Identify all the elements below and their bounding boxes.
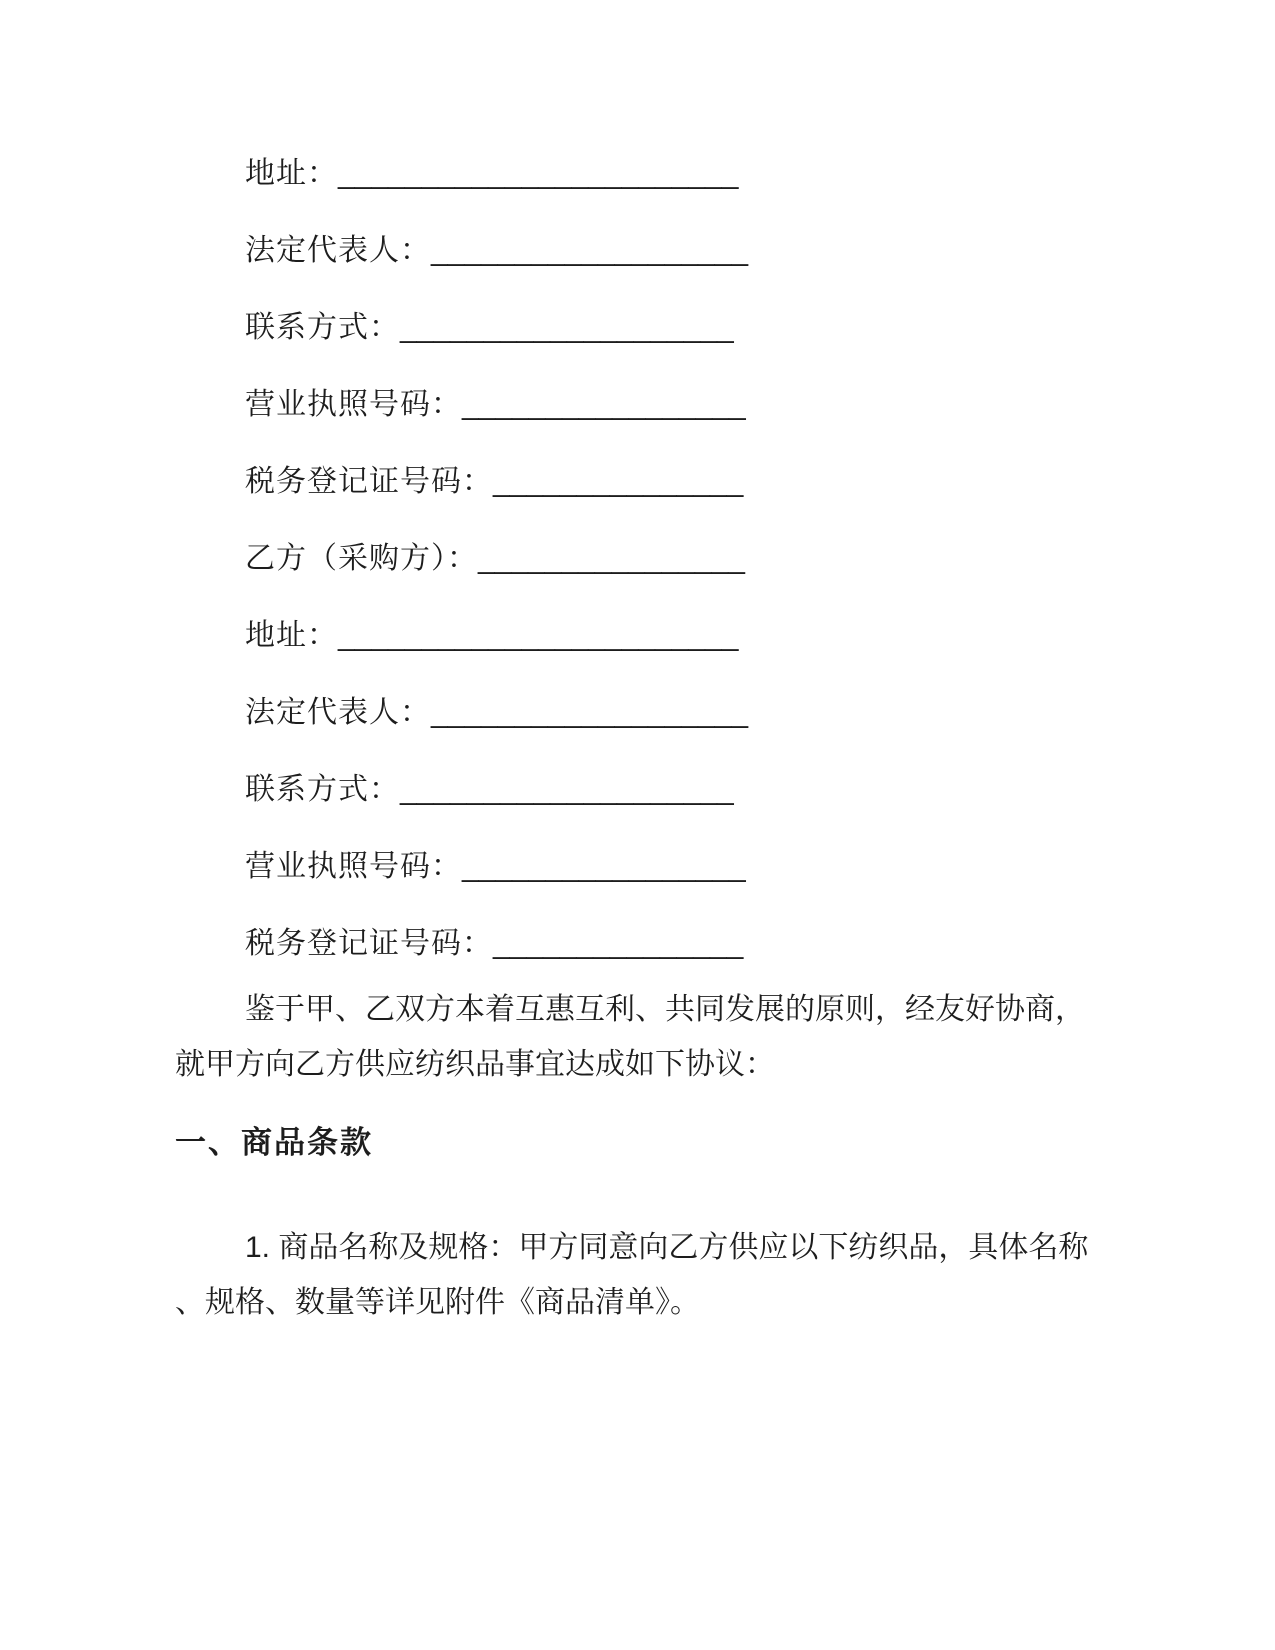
field-party-b-name-blank: ________________ <box>478 542 745 575</box>
field-address-party-b-blank: ________________________ <box>338 619 739 652</box>
field-business-license-party-a-label: 营业执照号码： <box>245 388 462 421</box>
field-tax-registration-party-b-label: 税务登记证号码： <box>245 927 493 960</box>
field-address-party-b-label: 地址： <box>245 619 338 652</box>
field-address-party-a-blank: ________________________ <box>338 157 739 190</box>
field-tax-registration-party-b-blank: _______________ <box>493 927 744 960</box>
field-legal-representative-party-a-blank: ___________________ <box>431 234 749 267</box>
field-party-b-name-label: 乙方（采购方）： <box>245 542 478 575</box>
clause-1-paragraph <box>175 1220 1110 1330</box>
field-address-party-a <box>175 135 1110 212</box>
field-legal-representative-party-b-blank: ___________________ <box>431 696 749 729</box>
field-business-license-party-a <box>175 366 1110 443</box>
clause-1-line-1: 1. 商品名称及规格：甲方同意向乙方供应以下纺织品，具体名称 <box>245 1231 1089 1264</box>
field-tax-registration-party-a-label: 税务登记证号码： <box>245 465 493 498</box>
field-business-license-party-b-label: 营业执照号码： <box>245 850 462 883</box>
field-tax-registration-party-a-blank: _______________ <box>493 465 744 498</box>
field-address-party-b <box>175 597 1110 674</box>
field-address-party-a-label: 地址： <box>245 157 338 190</box>
field-contact-party-b-label: 联系方式： <box>245 773 400 806</box>
section-heading-goods-terms: 一、商品条款 <box>175 1125 373 1160</box>
field-tax-registration-party-a <box>175 443 1110 520</box>
field-contact-party-b <box>175 751 1110 828</box>
field-party-b-name <box>175 520 1110 597</box>
field-legal-representative-party-b <box>175 674 1110 751</box>
preamble-line-2: 就甲方向乙方供应纺织品事宜达成如下协议： <box>175 1048 775 1081</box>
field-legal-representative-party-a-label: 法定代表人： <box>245 234 431 267</box>
field-legal-representative-party-b-label: 法定代表人： <box>245 696 431 729</box>
field-contact-party-a-blank: ____________________ <box>400 311 734 344</box>
clause-1-line-2: 、规格、数量等详见附件《商品清单》。 <box>175 1286 700 1319</box>
field-business-license-party-a-blank: _________________ <box>462 388 746 421</box>
field-business-license-party-b-blank: _________________ <box>462 850 746 883</box>
field-contact-party-b-blank: ____________________ <box>400 773 734 806</box>
field-legal-representative-party-a <box>175 212 1110 289</box>
field-contact-party-a <box>175 289 1110 366</box>
field-tax-registration-party-b <box>175 905 1110 982</box>
preamble-paragraph <box>175 982 1110 1092</box>
field-contact-party-a-label: 联系方式： <box>245 311 400 344</box>
field-business-license-party-b <box>175 828 1110 905</box>
preamble-line-1: 鉴于甲、乙双方本着互惠互利、共同发展的原则，经友好协商， <box>245 993 1085 1026</box>
